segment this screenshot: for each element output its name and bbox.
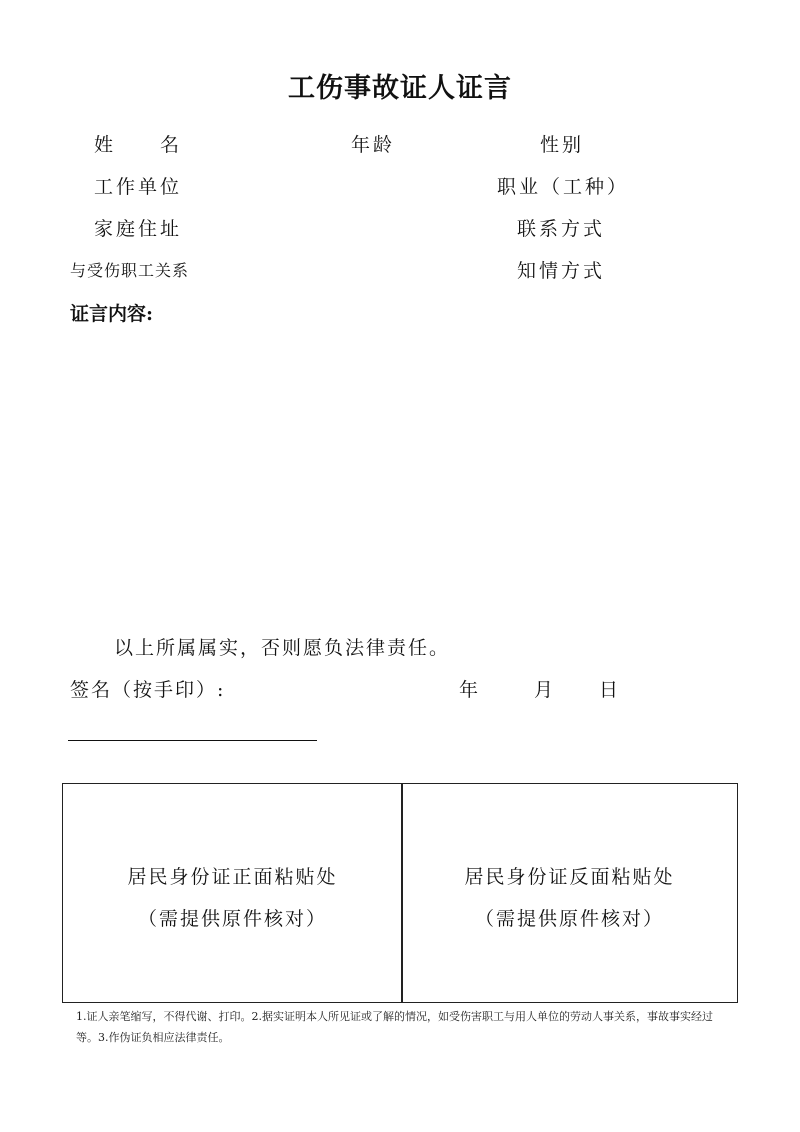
field-name-label: 姓 名 <box>94 134 183 156</box>
date-year-label: 年 <box>459 679 481 701</box>
field-contact-label: 联系方式 <box>517 218 606 240</box>
id-card-front-note: （需提供原件核对） <box>137 908 327 930</box>
date-day-label: 日 <box>599 679 621 701</box>
date-month-label: 月 <box>534 679 556 701</box>
field-gender-label: 性别 <box>540 134 585 156</box>
field-work-unit-label: 工作单位 <box>94 176 183 198</box>
field-age-label: 年龄 <box>351 134 396 156</box>
page-title: 工伤事故证人证言 <box>288 73 512 104</box>
id-card-back-note: （需提供原件核对） <box>474 908 664 930</box>
testimony-label: 证言内容: <box>70 303 154 325</box>
declaration-text: 以上所属属实，否则愿负法律责任。 <box>114 637 451 659</box>
field-occupation-label: 职业（工种） <box>497 176 630 198</box>
signature-label: 签名（按手印）: <box>70 679 226 701</box>
id-card-front-box <box>62 783 403 1003</box>
field-relation-label: 与受伤职工关系 <box>70 261 190 280</box>
field-home-address-label: 家庭住址 <box>94 218 183 240</box>
id-card-back-label: 居民身份证反面粘贴处 <box>464 866 675 888</box>
signature-line <box>68 740 317 741</box>
field-knowledge-method-label: 知情方式 <box>517 260 606 282</box>
id-card-back-box <box>401 783 738 1003</box>
footnote: 1.证人亲笔缩写，不得代谢、打印。2.据实证明本人所见证或了解的情况，如受伤害职工与用人单位的劳动人事关系，事故事实经过等。3.作伪证负相应法律责任。 <box>76 1010 713 1044</box>
id-card-front-label: 居民身份证正面粘贴处 <box>127 866 338 888</box>
